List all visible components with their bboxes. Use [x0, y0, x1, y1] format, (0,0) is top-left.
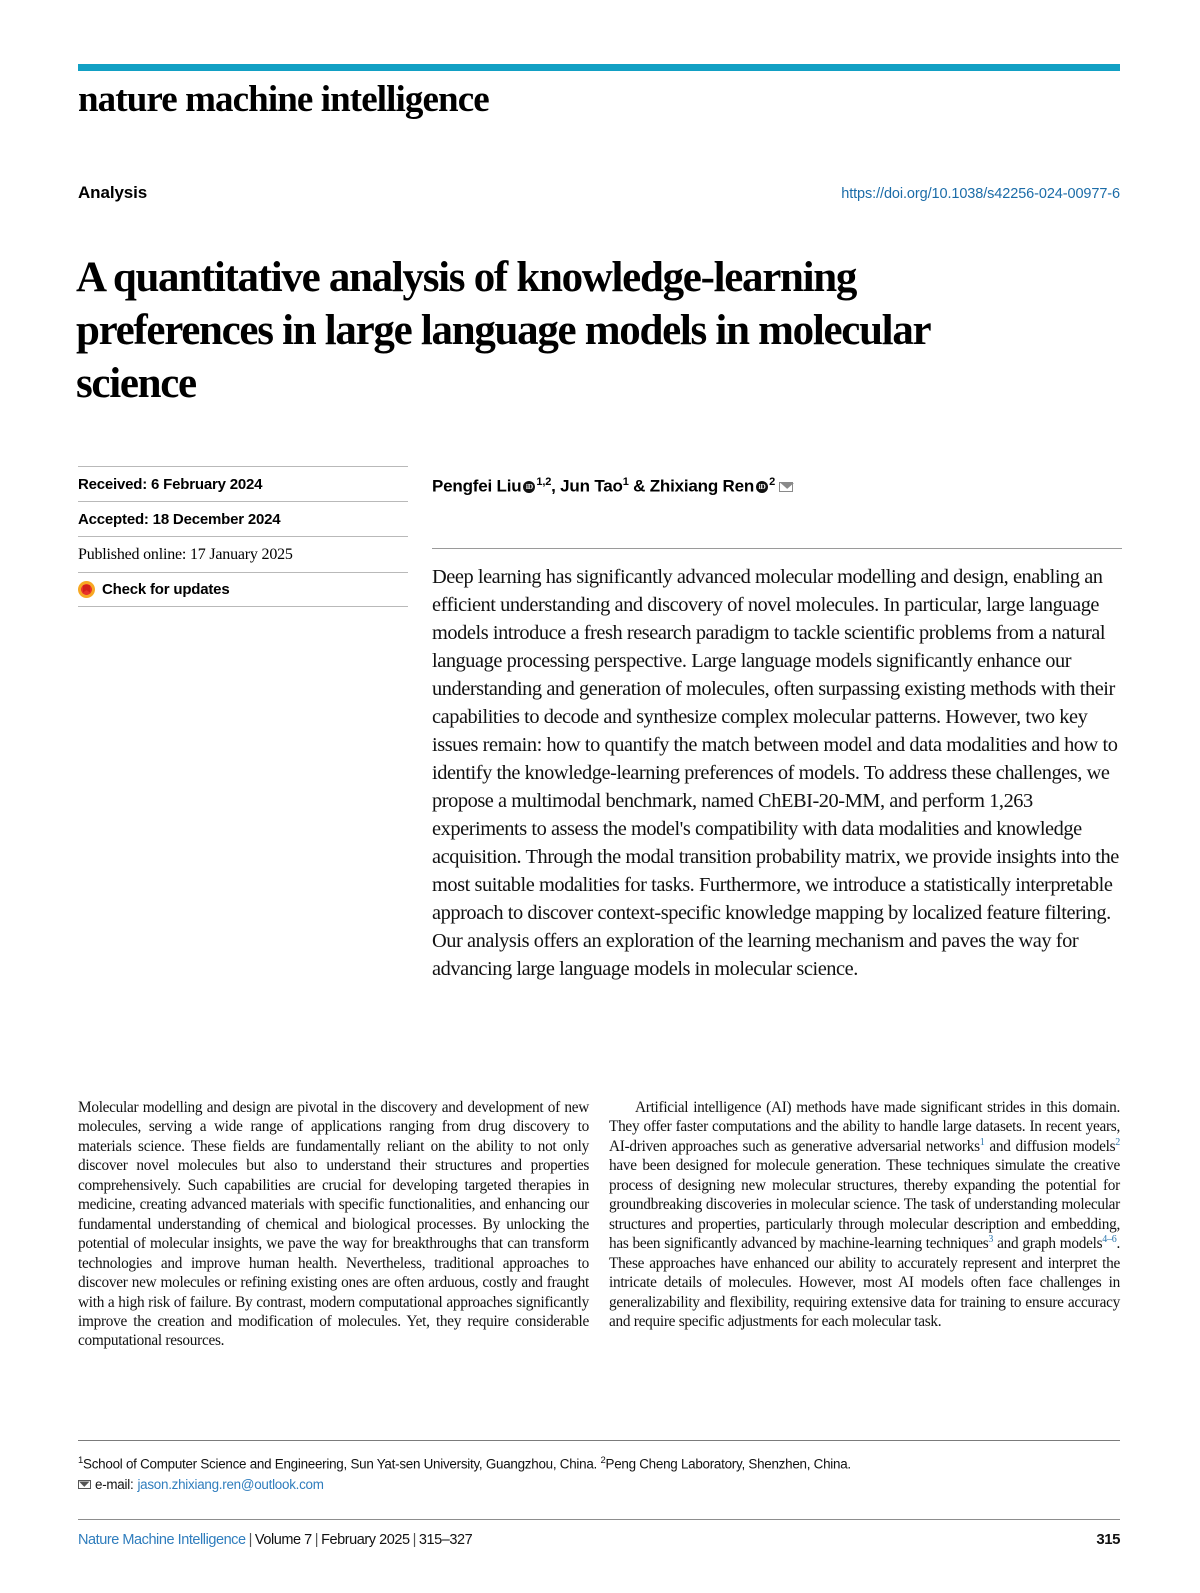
- article-type-label: Analysis: [78, 183, 148, 202]
- envelope-icon: [78, 1480, 91, 1489]
- affiliations-block: [78, 1450, 1120, 1495]
- body-right-seg-2: and diffusion models: [984, 1137, 1116, 1155]
- body-right-seg-4: and graph models: [993, 1235, 1103, 1253]
- author-name-1: Pengfei Liu: [432, 476, 522, 496]
- doi-link[interactable]: https://doi.org/10.1038/s42256-024-00977-6: [841, 186, 1120, 202]
- citation-ref-3[interactable]: 3: [988, 1234, 994, 1246]
- footer-sep: |: [314, 1532, 319, 1548]
- article-metadata-panel: [78, 466, 408, 607]
- author-affil-sup-2: 1: [622, 476, 629, 488]
- affil-sup-2: 2: [600, 1455, 606, 1466]
- crossmark-icon: [78, 581, 95, 598]
- citation-ref-2[interactable]: 2: [1115, 1136, 1120, 1148]
- author-affil-sup-3: 2: [769, 476, 775, 488]
- footer-sep: |: [248, 1532, 252, 1548]
- footer-volume: Volume 7: [254, 1532, 312, 1548]
- journal-masthead-title: nature machine intelligence: [78, 79, 489, 120]
- body-right-seg-1: Artificial intelligence (AI) methods have made significant strides in this domain. They offer faster computations and the ability to handle large datasets. In recent years, AI-driven approaches such as generative adversarial networks: [609, 1099, 1120, 1155]
- orcid-icon[interactable]: [756, 481, 768, 493]
- author-name-2: , Jun Tao: [551, 476, 623, 496]
- footer-page-range: 315–327: [418, 1532, 473, 1548]
- author-list: [432, 476, 1122, 497]
- body-right-seg-5: . These approaches have enhanced our ability to accurately represent and interpret the intricate details of molecules. However, most AI models often face challenges in generalizability and flexibility, requiring extensive data for training to ensure accuracy and require specific adjustments for each molecular task.: [609, 1235, 1120, 1330]
- affiliation-divider: [78, 1440, 1120, 1441]
- page-number: 315: [1096, 1531, 1120, 1548]
- accepted-date: Accepted: 18 December 2024: [78, 501, 408, 536]
- author-name-3: & Zhixiang Ren: [628, 476, 755, 496]
- email-label: e-mail:: [95, 1477, 134, 1493]
- citation-ref-1[interactable]: 1: [979, 1136, 985, 1148]
- affil-sup-1: 1: [78, 1455, 84, 1466]
- envelope-icon[interactable]: [779, 482, 793, 492]
- footer-issue-date: February 2025: [321, 1532, 410, 1548]
- footer-citation: [78, 1532, 472, 1548]
- page-title: A quantitative analysis of knowledge-learning preferences in large language models in molecular science: [76, 253, 930, 407]
- citation-ref-4[interactable]: 4–6: [1102, 1234, 1117, 1246]
- abstract-text: Deep learning has significantly advanced molecular modelling and design, enabling an efficient understanding and discovery of novel molecules. In particular, large language models introduce a fresh research paradigm to tackle scientific problems from a natural language processing perspective. Large language models significantly enhance our understanding and generation of molecules, often surpassing existing methods with their capabilities to decode and synthesize complex molecular patterns. However, two key issues remain: how to quantify the match between model and data modalities and how to identify the knowledge-learning preferences of models. To address these challenges, we propose a multimodal benchmark, named ChEBI-20-MM, and perform 1,263 experiments to assess the model's compatibility with data modalities and knowledge acquisition. Through the modal transition probability matrix, we provide insights into the most suitable modalities for tasks. Furthermore, we introduce a statistically interpretable approach to discover context-specific knowledge mapping by localized feature filtering. Our analysis offers an exploration of the learning mechanism and paves the way for advancing large language models in molecular science.: [432, 548, 1122, 983]
- footer-sep: |: [412, 1532, 416, 1548]
- footer-divider: [78, 1519, 1120, 1520]
- corresponding-email-row: [78, 1474, 1120, 1495]
- body-column-right: [609, 1098, 1120, 1331]
- affiliation-2: Peng Cheng Laboratory, Shenzhen, China.: [605, 1456, 851, 1472]
- page-footer: [78, 1531, 1120, 1548]
- affiliation-line: [78, 1450, 1120, 1474]
- corresponding-email-link[interactable]: jason.zhixiang.ren@outlook.com: [137, 1477, 324, 1493]
- received-date: Received: 6 February 2024: [78, 466, 408, 501]
- body-right-seg-3: have been designed for molecule generation. These techniques simulate the creative process of designing new molecular structures, thereby expanding the potential for groundbreaking discoveries in molecular science. The task of understanding molecular structures and properties, particularly through molecular description and embedding, has been significantly advanced by machine-learning techniques: [609, 1157, 1120, 1253]
- published-online-date: Published online: 17 January 2025: [78, 536, 408, 572]
- author-affil-sup-1: 1,2: [536, 476, 552, 488]
- affiliation-1: School of Computer Science and Engineering, Sun Yat-sen University, Guangzhou, China.: [83, 1456, 601, 1472]
- check-for-updates-button[interactable]: [78, 572, 408, 607]
- article-type-doi-row: [78, 183, 1120, 203]
- masthead-rule: [78, 64, 1120, 71]
- check-for-updates-label: Check for updates: [102, 581, 230, 598]
- orcid-icon[interactable]: [523, 481, 535, 493]
- body-column-left: Molecular modelling and design are pivotal in the discovery and development of new molecules, serving a wide range of applications ranging from drug discovery to materials science. These fields are fundamentally reliant on the ability to not only discover novel molecules but also to understand their structures and properties comprehensively. Such capabilities are crucial for developing targeted therapies in medicine, creating advanced materials with specific functionalities, and enhancing our fundamental understanding of chemical and biological processes. By unlocking the potential of molecular insights, we pave the way for breakthroughs that can transform technologies and improve human health. Nevertheless, traditional approaches to discover new molecules or refining existing ones are often arduous, costly and fraught with a high risk of failure. By contrast, modern computational approaches significantly improve the creation and modification of molecules. Yet, they require considerable computational resources.: [78, 1099, 589, 1350]
- footer-journal-name[interactable]: Nature Machine Intelligence: [78, 1532, 246, 1548]
